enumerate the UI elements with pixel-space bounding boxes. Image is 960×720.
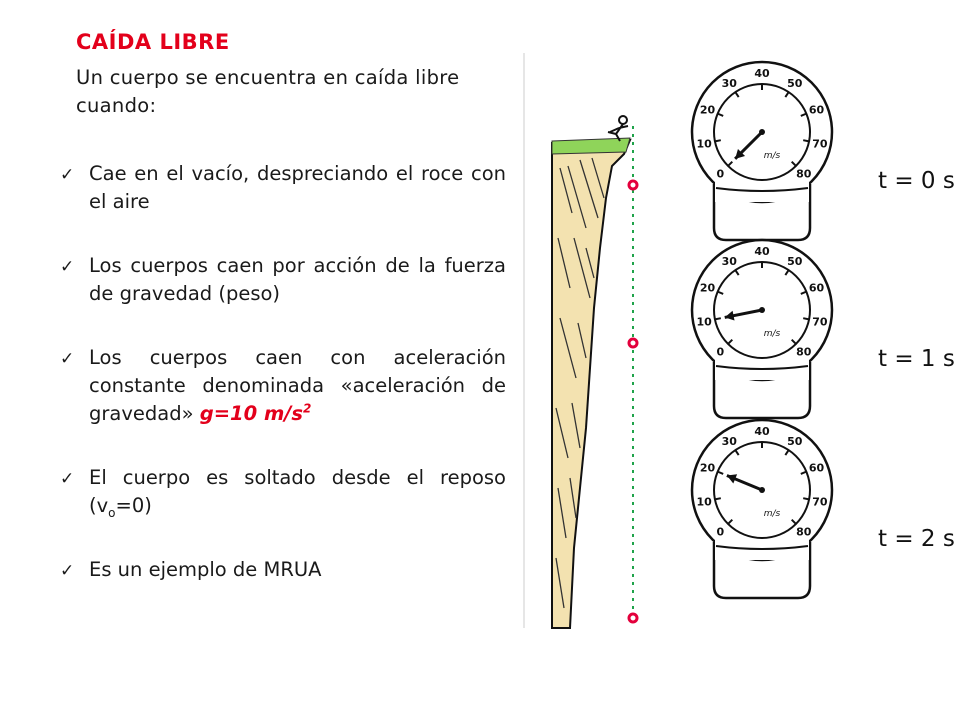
bullet-item [60, 344, 506, 428]
gauge-number: 30 [721, 76, 737, 90]
gravity-exponent: 2 [303, 401, 312, 416]
gauge-number: 0 [716, 525, 725, 539]
bullet-text: Cae en el vacío, despreciando el roce con el aire [89, 162, 506, 213]
gauge-number: 60 [808, 461, 825, 475]
gauge-number: 30 [721, 434, 737, 448]
gauge-number: 80 [796, 345, 812, 359]
gauge-number: 20 [699, 103, 716, 117]
gauge-number: 70 [812, 315, 828, 329]
intro-text: Un cuerpo se encuentra en caída libre cuando: [76, 66, 460, 117]
gauge-pivot [759, 129, 765, 135]
gauge-tick [803, 498, 809, 499]
gauge-number: 40 [754, 67, 770, 80]
gauge-number: 20 [699, 281, 716, 295]
speedometer [692, 62, 832, 240]
free-fall-illustration [520, 48, 960, 633]
gauge-tick [715, 318, 721, 319]
gauge-number: 0 [716, 167, 725, 181]
gauge-number: 20 [699, 461, 716, 475]
gauge-tick [803, 318, 809, 319]
gauge-number: 60 [808, 103, 825, 117]
check-icon: ✓ [60, 257, 75, 277]
gauge-unit: m/s [763, 151, 781, 161]
check-icon: ✓ [60, 165, 75, 185]
gauge-number: 50 [787, 254, 803, 268]
gauge-number: 50 [787, 76, 803, 90]
gauge-tick [715, 140, 721, 141]
speedometer [692, 420, 832, 598]
gauge-pivot [759, 307, 765, 313]
gauge-unit: m/s [763, 509, 781, 519]
slide-title: CAÍDA LIBRE [76, 30, 230, 54]
bullet-text-end: =0) [115, 494, 152, 517]
bullet-text: Es un ejemplo de MRUA [89, 558, 322, 581]
cliff-rock [552, 140, 630, 628]
initial-velocity-subscript: o [108, 505, 116, 520]
check-icon: ✓ [60, 349, 75, 369]
gauge-pivot [759, 487, 765, 493]
bullet-item [60, 252, 506, 308]
gravity-value [200, 402, 312, 425]
gauge-number: 80 [796, 525, 812, 539]
speedometer [692, 240, 832, 418]
gauge-number: 70 [812, 137, 828, 151]
falling-ball [629, 614, 637, 622]
gauge-number: 50 [787, 434, 803, 448]
gauge-tick [715, 498, 721, 499]
bullet-list [60, 160, 506, 620]
gauge-number: 10 [696, 495, 712, 509]
gauge-number: 60 [808, 281, 825, 295]
time-label: t = 1 s [878, 346, 955, 372]
bullet-item [60, 556, 506, 584]
bullet-item [60, 160, 506, 216]
bullet-text: Los cuerpos caen con aceleración constante denominada «aceleración de gravedad» [89, 346, 506, 425]
gauge-number: 40 [754, 245, 770, 258]
gauge-number: 0 [716, 345, 725, 359]
gauge-number: 80 [796, 167, 812, 181]
check-icon: ✓ [60, 469, 75, 489]
jumper-figure [608, 116, 628, 141]
falling-ball [629, 339, 637, 347]
gauge-number: 70 [812, 495, 828, 509]
check-icon: ✓ [60, 561, 75, 581]
gauge-number: 10 [696, 315, 712, 329]
time-label: t = 2 s [878, 526, 955, 552]
falling-ball [629, 181, 637, 189]
cliff-grass [552, 138, 630, 154]
bullet-text: El cuerpo es soltado desde el reposo (v [89, 466, 506, 517]
gauge-number: 10 [696, 137, 712, 151]
bullet-text: Los cuerpos caen por acción de la fuerza de gravedad (peso) [89, 254, 506, 305]
gravity-base: g=10 m/s [199, 402, 304, 425]
gauge-number: 30 [721, 254, 737, 268]
gauge-unit: m/s [763, 329, 781, 339]
time-label: t = 0 s [878, 168, 955, 194]
bullet-item [60, 464, 506, 520]
gauge-tick [803, 140, 809, 141]
gauge-number: 40 [754, 425, 770, 438]
